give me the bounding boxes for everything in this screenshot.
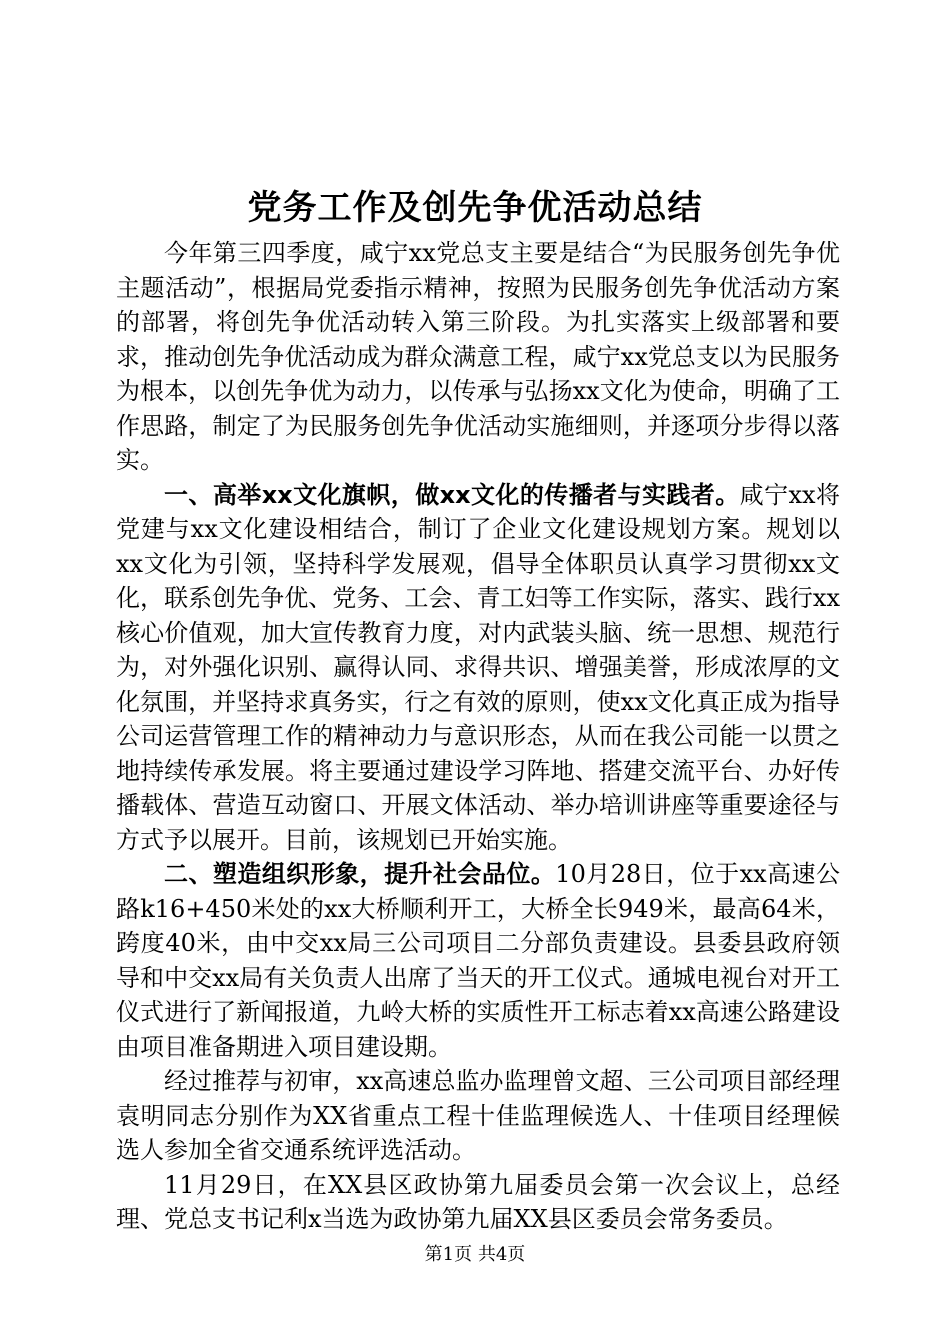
page-footer: 第1页 共4页 — [424, 1244, 526, 1265]
paragraph-section-2 — [116, 857, 840, 1064]
paragraph-intro-text: 今年第三四季度，咸宁xx党总支主要是结合“为民服务创先争优主题活动”，根据局党委指示精神，按照为民服务创先争优活动方案的部署，将创先争优活动转入第三阶段。为扎实落实上级部署和要求，推动创先争优活动成为群众满意工程，咸宁xx党总支以为民服务为根本，以创先争优为动力，以传承与弘扬xx文化为使命，明确了工作思路，制定了为民服务创先争优活动实施细则，并逐项分步得以落实。 — [116, 239, 840, 474]
paragraph-intro — [116, 236, 840, 478]
section-2-heading: 二、塑造组织形象，提升社会品位。 — [164, 860, 556, 888]
section-1-text: 咸宁xx将党建与xx文化建设相结合，制订了企业文化建设规划方案。规划以xx文化为引领，坚持科学发展观，倡导全体职员认真学习贯彻xx文化，联系创先争优、党务、工会、青工妇等工作实际，落实、践行xx核心价值观，加大宣传教育力度，对内武装头脑、统一思想、规范行为，对外强化识别、赢得认同、求得共识、增强美誉，形成浓厚的文化氛围，并坚持求真务实，行之有效的原则，使xx文化真正成为指导公司运营管理工作的精神动力与意识形态，从而在我公司能一以贯之地持续传承发展。将主要通过建设学习阵地、搭建交流平台、办好传播载体、营造互动窗口、开展文体活动、举办培训讲座等重要途径与方式予以展开。目前，该规划已开始实施。 — [116, 480, 840, 854]
paragraph-nomination-text: 经过推荐与初审，xx高速总监办监理曾文超、三公司项目部经理袁明同志分别作为XX省重点工程十佳监理候选人、十佳项目经理候选人参加全省交通系统评选活动。 — [116, 1067, 840, 1164]
document-body — [116, 236, 840, 1237]
paragraph-nomination — [116, 1064, 840, 1168]
section-2-text: 10月28日，位于xx高速公路k16+450米处的xx大桥顺利开工，大桥全长949米，最高64米，跨度40米，由中交xx局三公司项目二分部负责建设。县委县政府领导和中交xx局有关负责人出席了当天的开工仪式。通城电视台对开工仪式进行了新闻报道，九岭大桥的实质性开工标志着xx高速公路建设由项目准备期进入项目建设期。 — [116, 860, 841, 1061]
section-1-heading: 一、高举xx文化旗帜，做xx文化的传播者与实践者。 — [164, 480, 740, 509]
paragraph-election — [116, 1168, 840, 1237]
paragraph-election-text: 11月29日，在XX县区政协第九届委员会第一次会议上，总经理、党总支书记利x当选为政协第九届XX县区委员会常务委员。 — [116, 1170, 840, 1233]
document-title: 党务工作及创先争优活动总结 — [247, 188, 703, 228]
paragraph-section-1 — [116, 478, 840, 858]
